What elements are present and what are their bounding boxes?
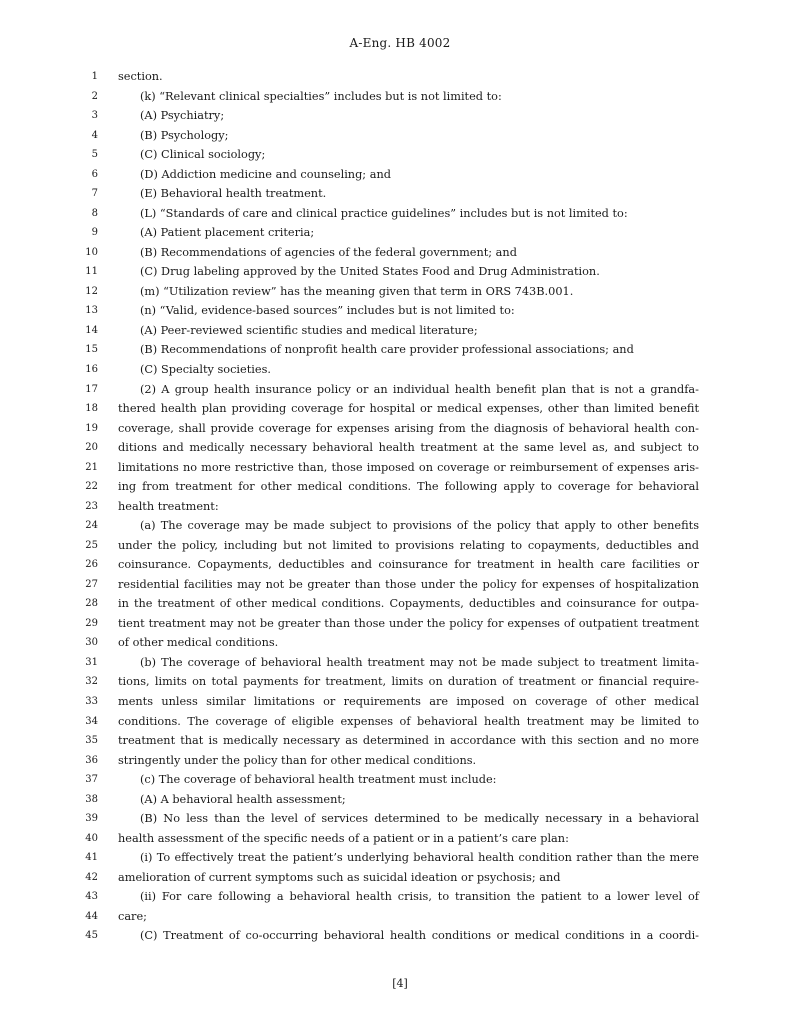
text-line [0,87,800,107]
line-text: health treatment: [118,499,219,513]
line-text: (C) Specialty societies. [140,362,271,376]
line-number: 28 [85,598,98,610]
text-line [0,809,800,829]
text-line [0,594,800,614]
line-number: 39 [85,813,98,825]
line-number: 29 [85,617,98,629]
line-text: ments unless similar limitations or requirements are imposed on coverage of other medical [118,695,699,708]
text-line [0,321,800,341]
line-text: (A) Patient placement criteria; [140,226,315,240]
text-line [0,243,800,263]
text-line [0,340,800,360]
line-text: amelioration of current symptoms such as suicidal ideation or psychosis; and [118,870,561,884]
line-text: (B) No less than the level of services determined to be medically necessary in a behavioral [140,812,699,826]
line-number: 13 [85,305,98,317]
line-text: care; [118,909,147,923]
text-line [0,399,800,419]
line-number: 33 [85,696,98,707]
line-number: 26 [85,559,98,571]
text-line [0,790,800,810]
line-number: 21 [85,461,98,473]
line-number: 40 [85,832,98,844]
line-number: 24 [85,520,98,532]
line-text: (A) A behavioral health assessment; [140,792,346,806]
text-line [0,262,800,282]
text-line [0,458,800,478]
text-line [0,145,800,165]
line-text: conditions. The coverage of eligible expenses of behavioral health treatment may be limited to [118,714,699,728]
line-text: residential facilities may not be greater than those under the policy for expenses of hospitalization [118,577,699,591]
text-line [0,926,800,946]
line-text: tient treatment may not be greater than those under the policy for expenses of outpatient treatment [118,616,699,630]
text-line [0,692,800,712]
line-number: 31 [85,656,98,668]
text-line [0,751,800,771]
line-text: (D) Addiction medicine and counseling; and [140,167,391,181]
line-number: 45 [85,930,98,942]
text-line [0,770,800,790]
line-text: section. [118,70,163,83]
line-text: (2) A group health insurance policy or an individual health benefit plan that is not a grandfa- [140,382,699,396]
line-number: 43 [85,891,98,903]
text-line [0,614,800,634]
line-text: (C) Clinical sociology; [140,148,266,162]
line-number: 11 [85,266,98,278]
line-text: ing from treatment for other medical conditions. The following apply to coverage for behavioral [118,480,699,494]
text-line [0,829,800,849]
line-text: (m) “Utilization review” has the meaning given that term in ORS 743B.001. [140,284,574,298]
text-line [0,887,800,907]
line-text: (i) To effectively treat the patient’s underlying behavioral health condition rather than the mere [140,851,699,865]
document-body [0,67,800,946]
line-number: 36 [85,754,98,766]
line-text: (n) “Valid, evidence-based sources” includes but is not limited to: [140,304,515,318]
line-text: tions, limits on total payments for treatment, limits on duration of treatment or financial require- [118,675,699,689]
line-number: 23 [85,500,98,512]
line-number: 30 [85,637,98,649]
text-line [0,633,800,653]
line-text: (B) Recommendations of agencies of the federal government; and [140,245,517,259]
text-line [0,419,800,439]
page-number: [4] [392,977,408,990]
text-line [0,536,800,556]
page-header: A-Eng. HB 4002 [349,36,451,50]
text-line [0,653,800,673]
text-line [0,672,800,692]
line-text: (c) The coverage of behavioral health treatment must include: [140,773,497,787]
text-line [0,184,800,204]
text-line [0,907,800,927]
line-text: (A) Peer-reviewed scientific studies and medical literature; [140,323,478,337]
line-text: of other medical conditions. [118,636,279,650]
line-number: 5 [91,149,98,161]
text-line [0,575,800,595]
text-line [0,477,800,497]
line-number: 42 [85,871,98,883]
line-number: 2 [91,90,98,102]
line-text: coinsurance. Copayments, deductibles and coinsurance for treatment in health care facilities or [118,558,699,572]
text-line [0,516,800,536]
line-text: (E) Behavioral health treatment. [140,187,327,201]
line-text: limitations no more restrictive than, those imposed on coverage or reimbursement of expenses aris- [118,460,699,474]
line-number: 4 [91,129,98,141]
line-number: 3 [91,110,98,122]
text-line [0,67,800,87]
line-number: 14 [85,324,98,336]
line-number: 38 [85,793,98,805]
line-text: in the treatment of other medical conditions. Copayments, deductibles and coinsurance for outpa- [118,597,699,611]
line-number: 18 [85,403,98,415]
line-text: (B) Recommendations of nonprofit health care provider professional associations; and [140,343,634,357]
line-number: 8 [91,207,98,219]
line-number: 35 [85,735,98,747]
text-line [0,497,800,517]
text-line [0,712,800,732]
text-line [0,438,800,458]
text-line [0,731,800,751]
line-number: 15 [85,344,98,356]
line-number: 17 [85,383,98,395]
line-text: (a) The coverage may be made subject to provisions of the policy that apply to other benefits [140,519,699,533]
line-number: 44 [85,910,98,922]
text-line [0,223,800,243]
line-number: 41 [85,852,98,864]
text-line [0,868,800,888]
line-number: 32 [85,676,98,688]
line-number: 25 [85,539,98,551]
line-text: (B) Psychology; [140,128,229,142]
line-number: 6 [91,168,98,180]
line-number: 27 [85,578,98,590]
line-text: (k) “Relevant clinical specialties” includes but is not limited to: [140,89,502,103]
line-number: 34 [85,715,98,727]
line-number: 16 [85,363,98,375]
line-text: (C) Treatment of co-occurring behavioral health conditions or medical conditions in a coordi- [140,929,699,943]
text-line [0,360,800,380]
line-text: treatment that is medically necessary as determined in accordance with this section and no more [118,734,699,748]
line-text: under the policy, including but not limited to provisions relating to copayments, deductibles and [118,538,699,552]
text-line [0,848,800,868]
text-line [0,106,800,126]
text-line [0,126,800,146]
text-line [0,380,800,400]
line-number: 22 [85,481,98,493]
text-line [0,301,800,321]
line-text: (L) “Standards of care and clinical practice guidelines” includes but is not limited to: [140,206,628,220]
line-number: 1 [91,71,98,82]
text-line [0,282,800,302]
text-line [0,165,800,185]
line-number: 10 [85,246,98,258]
line-number: 7 [91,188,98,200]
line-number: 37 [85,774,98,786]
line-text: (C) Drug labeling approved by the United States Food and Drug Administration. [140,265,600,279]
line-number: 20 [85,442,98,454]
line-number: 9 [91,227,98,239]
line-number: 12 [85,285,98,297]
text-line [0,204,800,224]
line-text: coverage, shall provide coverage for expenses arising from the diagnosis of behavioral health con- [118,421,699,435]
line-text: (ii) For care following a behavioral health crisis, to transition the patient to a lower level of [140,890,699,904]
line-text: thered health plan providing coverage for hospital or medical expenses, other than limited benefit [118,402,699,416]
line-text: health assessment of the specific needs of a patient or in a patient’s care plan: [118,831,569,845]
line-text: (b) The coverage of behavioral health treatment may not be made subject to treatment limita- [140,655,699,669]
text-line [0,555,800,575]
line-text: stringently under the policy than for other medical conditions. [118,753,477,767]
line-text: (A) Psychiatry; [140,109,225,123]
line-text: ditions and medically necessary behavioral health treatment at the same level as, and subject to [118,441,699,455]
line-number: 19 [85,422,98,434]
